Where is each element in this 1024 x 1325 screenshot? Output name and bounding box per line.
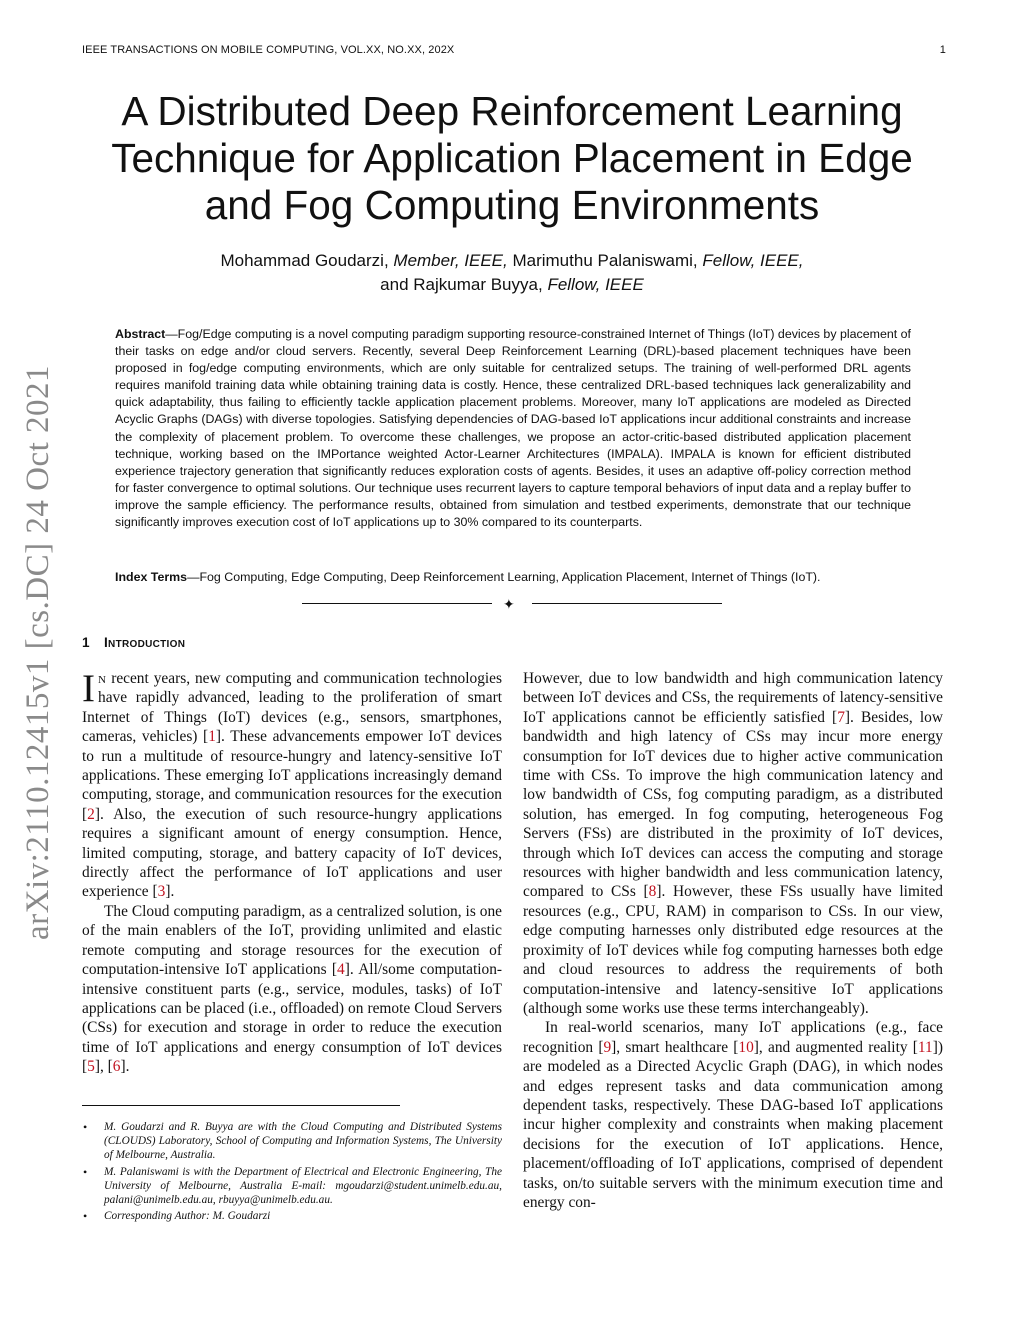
citation-link[interactable]: 11 — [917, 1038, 933, 1056]
section-title: Introduction — [103, 635, 186, 650]
citation-link[interactable]: 10 — [738, 1038, 754, 1056]
section-separator — [300, 596, 724, 612]
author-line-2 — [82, 273, 942, 297]
citation-link[interactable]: 8 — [648, 883, 657, 901]
abstract-text: —Fog/Edge computing is a novel computing paradigm supporting resource-constrained Internet of Things (IoT) devices by placement of their tasks on edge and/or cloud servers. Recently, several Deep Reinforcement Learning (DRL)-based placement techniques have been proposed in fog/edge computing environments, which are only suitable for centralized setups. The training of well-performed DRL agents requires manifold training data while obtaining training data is costly. Hence, these centralized DRL-based techniques lack generalizability and quick adaptability, thus failing to efficiently tackle application placement problems. Moreover, many IoT applications are modeled as Directed Acyclic Graphs (DAGs) with diverse topologies. Satisfying dependencies of DAG-based IoT applications incur additional constraints and increase the complexity of placement problem. To overcome these challenges, we propose an actor-critic-based distributed application placement technique, working based on the IMPortance weighted Actor-Learner Architectures (IMPALA). IMPALA is known for efficient distributed experience trajectory generation that significantly reduces exploration costs of agents. Besides, it uses an adaptive off-policy correction method for faster convergence to optimal solutions. Our technique uses recurrent layers to capture temporal behaviors of input data and a replay buffer to improve the sample efficiency. The performance results, obtained from simulation and testbed experiments, demonstrate that our technique significantly improves execution cost of IoT applications up to 30% compared to its counterparts. — [115, 327, 911, 530]
paragraph-text: ]. Besides, low bandwidth and high latency of CSs may incur more energy consumption for IoT devices due to higher active communication time with CSs. To improve the high communication latency and low bandwidth of CSs, fog computing paradigm, as a distributed solution, has emerged. In fog computing, heterogeneous Fog Servers (FSs) are distributed in the proximity of IoT devices, through which IoT devices can access the computing and storage resources with higher bandwidth and less communication latency, compared to CSs [ — [523, 708, 943, 901]
author-name: and Rajkumar Buyya, — [380, 275, 543, 294]
index-terms — [115, 569, 911, 586]
section-number: 1 — [82, 635, 90, 650]
index-terms-label: Index Terms — [115, 570, 188, 584]
footnotes — [82, 1120, 502, 1225]
author-role: Fellow, IEEE, — [702, 251, 804, 270]
citation-link[interactable]: 7 — [837, 708, 845, 726]
citation-link[interactable]: 1 — [208, 728, 216, 746]
abstract-label: Abstract — [115, 327, 166, 341]
paragraph — [82, 669, 502, 902]
paragraph-text: In real-world scenarios, many IoT applications (e.g., face recognition [ — [523, 1019, 943, 1056]
author-name: Mohammad Goudarzi, — [220, 251, 389, 270]
paragraph — [523, 1018, 943, 1212]
section-heading — [82, 635, 185, 650]
lead-in: n — [98, 670, 107, 687]
paragraph-text: ]. All/some computation-intensive constituent parts (e.g., service, modules, tasks) of IoT applications can be placed (i.e., offloaded) on remote Cloud Servers (CSs) for execution and storage in order to reduce the execution time of IoT applications and energy consumption of IoT devices [ — [82, 961, 503, 1076]
author-role: Fellow, IEEE — [547, 275, 644, 294]
paragraph-text: ]. However, these FSs usually have limited resources (e.g., CPU, RAM) in comparison to CSs. In our view, edge computing harnesses only distributed edge resources at the proximity of IoT devices while fog computing harnesses both edge and cloud resources to address the requirements of both computation-intensive and latency-sensitive IoT applications (although some works use these terms interchangeably). — [523, 883, 943, 1017]
paragraph-text: recent years, new computing and communication technologies have rapidly advanced, leading to the proliferation of smart Internet of Things (IoT) devices (e.g., sensors, smartphones, cameras, vehicles) [ — [82, 670, 502, 746]
paragraph-text: ], smart healthcare [ — [611, 1038, 739, 1056]
paragraph-text: ]. These advancements empower IoT devices to run a multitude of resource-hungry and latency-sensitive IoT applications. These emerging IoT applications increasingly demand computing, storage, and communication resources for the execution [ — [82, 728, 502, 823]
citation-link[interactable]: 6 — [112, 1058, 121, 1076]
drop-cap: I — [82, 667, 95, 710]
author-name: Marimuthu Palaniswami, — [512, 251, 698, 270]
author-line-1 — [82, 249, 942, 273]
paragraph — [82, 902, 502, 1077]
index-terms-text: —Fog Computing, Edge Computing, Deep Reinforcement Learning, Application Placement, Internet of Things (IoT). — [187, 570, 821, 584]
footnote: • Corresponding Author: M. Goudarzi — [82, 1209, 502, 1223]
paragraph-text: ], [ — [94, 1058, 113, 1076]
journal-name: IEEE TRANSACTIONS ON MOBILE COMPUTING, VOL.XX, NO.XX, 202X — [82, 44, 455, 56]
separator-rule-right — [532, 603, 722, 604]
citation-link[interactable]: 3 — [157, 883, 166, 901]
arxiv-stamp: arXiv:2110.12415v1 [cs.DC] 24 Oct 2021 — [20, 364, 56, 940]
footnote-rule — [82, 1105, 400, 1106]
citation-link[interactable]: 9 — [603, 1038, 612, 1056]
paragraph-text: ]. — [120, 1058, 130, 1076]
paragraph — [523, 669, 943, 1018]
running-header — [82, 44, 946, 56]
citation-link[interactable]: 2 — [87, 805, 95, 823]
paragraph-text: ]. — [165, 883, 175, 901]
author-role: Member, IEEE, — [393, 251, 508, 270]
separator-rule-left — [302, 603, 492, 604]
citation-link[interactable]: 4 — [337, 961, 345, 979]
paragraph-text: The Cloud computing paradigm, as a centralized solution, is one of the main enablers of the IoT, providing unlimited and elastic remote computing and storage resources for the execution of computation-intensive IoT applications [ — [82, 902, 502, 979]
paper-title: A Distributed Deep Reinforcement Learning Technique for Application Placement in Edge and Fog Computing Environments — [111, 88, 913, 228]
paragraph-text: ]. Also, the execution of such resource-hungry applications requires a significant amount of energy consumption. Hence, limited computing, storage, and battery capacity of IoT devices, directly affect the performance of IoT applications and user experience [ — [82, 805, 502, 901]
citation-link[interactable]: 5 — [87, 1058, 95, 1076]
abstract — [115, 326, 911, 531]
right-column — [523, 669, 943, 1212]
paragraph-text: However, due to low bandwidth and high communication latency between IoT devices and CSs, the requirements of latency-sensitive IoT applications cannot be efficiently satisfied [ — [523, 670, 943, 726]
author-list — [82, 249, 942, 297]
paragraph-text: ]) are modeled as a Directed Acyclic Graph (DAG), in which nodes and edges represent tasks and data communication among dependent tasks, respectively. These DAG-based IoT applications incur higher complexity and constraints when making placement decisions for the execution of IoT applications. Hence, placement/offloading of IoT applications, comprised of dependent tasks, on/to suitable servers with the minimum execution time and energy con- — [523, 1038, 943, 1211]
page-number: 1 — [939, 44, 946, 56]
footnote: • M. Goudarzi and R. Buyya are with the Cloud Computing and Distributed Systems (CLOUDS) Laboratory, School of Computing and Information Systems, The University of Melbourne, Australia. — [82, 1120, 502, 1163]
separator-diamond-icon: ✦ — [503, 596, 515, 612]
paragraph-text: ], and augmented reality [ — [753, 1038, 918, 1056]
footnote: • M. Palaniswami is with the Department of Electrical and Electronic Engineering, The University of Melbourne, Australia E-mail: mgoudarzi@student.unimelb.edu.au, palani@unimelb.edu.au, rbuyya@unimelb.edu.au. — [82, 1165, 502, 1208]
left-column — [82, 669, 502, 1077]
